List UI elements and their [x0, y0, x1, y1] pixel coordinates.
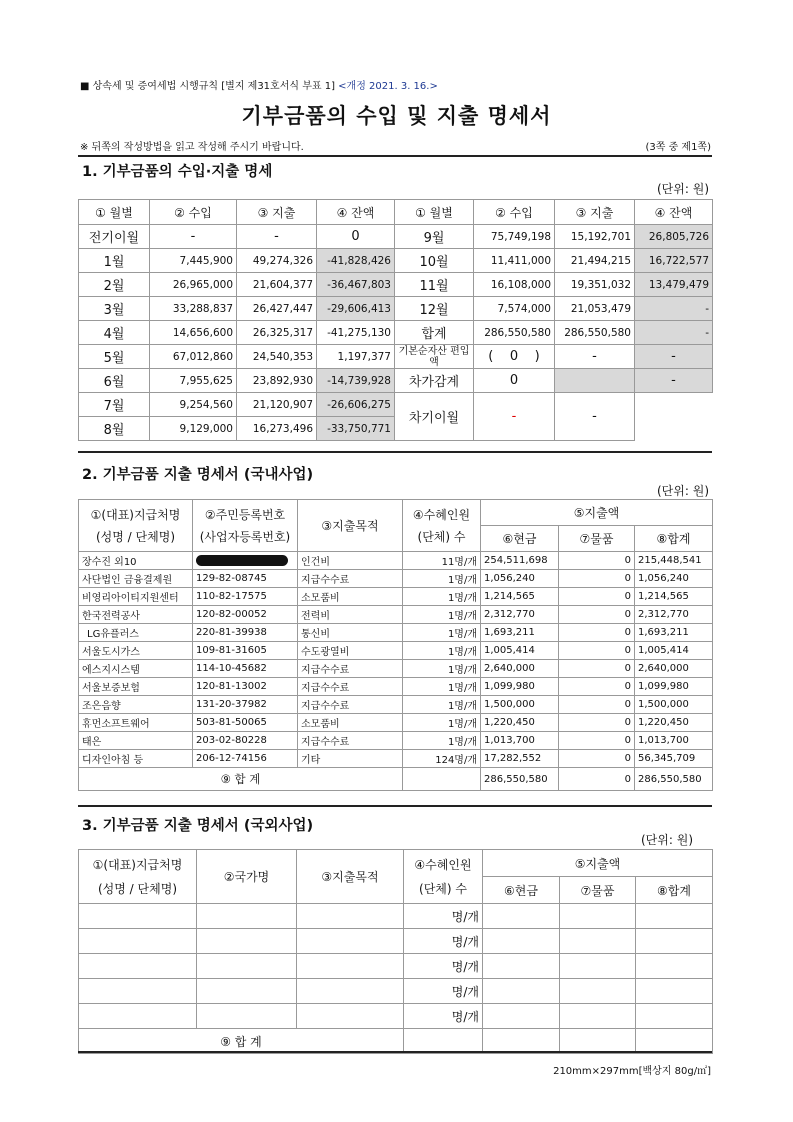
adjustment-value: 0	[474, 369, 555, 393]
table-cell: 5월	[79, 345, 150, 369]
table-cell: 75,749,198	[474, 225, 555, 249]
table-cell: 0	[559, 732, 635, 750]
table-row	[79, 624, 713, 642]
table-cell: 4월	[79, 321, 150, 345]
table-cell: 1명/개	[403, 588, 481, 606]
table-cell: -36,467,803	[317, 273, 395, 297]
table-cell: -	[150, 225, 237, 249]
table-cell: ④수혜인원 (단체) 수	[403, 500, 481, 552]
revision-date: <개정 2021. 3. 16.>	[338, 81, 438, 92]
table-cell[interactable]	[483, 954, 560, 979]
table-cell: 1월	[79, 249, 150, 273]
table-cell: ①(대표)지급처명 (성명 / 단체명)	[79, 500, 193, 552]
table-cell: 1,220,450	[481, 714, 559, 732]
table-cell: ①(대표)지급처명 (성명 / 단체명)	[79, 850, 197, 904]
table-row	[79, 273, 713, 297]
table-cell: 1명/개	[403, 606, 481, 624]
table-cell: -	[555, 345, 635, 369]
table-cell: 0	[559, 606, 635, 624]
table-cell[interactable]	[636, 954, 713, 979]
table-row	[79, 345, 713, 369]
table-cell: 전기이월	[79, 225, 150, 249]
table-cell: ⑨ 합 계	[79, 768, 403, 791]
table-cell: 2월	[79, 273, 150, 297]
header-balance: ④ 잔액	[635, 200, 713, 225]
table-cell: 0	[559, 768, 635, 791]
table-cell: 1명/개	[403, 678, 481, 696]
table-cell[interactable]	[560, 1004, 636, 1029]
adjustment-label: 차가감계	[395, 369, 474, 393]
table-cell: -14,739,928	[317, 369, 395, 393]
table-cell: 0	[559, 750, 635, 768]
table-cell: 전력비	[298, 606, 403, 624]
table-cell: 0	[317, 225, 395, 249]
table-cell: 26,805,726	[635, 225, 713, 249]
table-cell: -	[635, 345, 713, 369]
table-cell: 16,108,000	[474, 273, 555, 297]
table-cell: ⑦물품	[559, 526, 635, 552]
table-cell: 286,550,580	[635, 768, 713, 791]
table-row	[79, 297, 713, 321]
table-cell[interactable]	[636, 929, 713, 954]
basic-asset-value: ( 0 )	[474, 345, 555, 369]
table-cell: 1,099,980	[481, 678, 559, 696]
table-cell[interactable]	[297, 929, 404, 954]
table-cell: 0	[559, 552, 635, 570]
table-row	[79, 904, 713, 929]
table-header-row	[79, 200, 713, 225]
table-row	[79, 321, 713, 345]
table-cell: 7,445,900	[150, 249, 237, 273]
table-row	[79, 369, 713, 393]
table-cell: 1,500,000	[635, 696, 713, 714]
table-cell: 56,345,709	[635, 750, 713, 768]
table-cell: 0	[559, 696, 635, 714]
table-cell: 33,288,837	[150, 297, 237, 321]
table-cell: ⑥현금	[481, 526, 559, 552]
table-cell: 서울도시가스	[79, 642, 193, 660]
table-cell: ⑨ 합 계	[79, 1029, 404, 1054]
carry-forward-label: 차기이월	[395, 393, 474, 441]
table-cell: 1,056,240	[635, 570, 713, 588]
notice-text: ※ 뒤쪽의 작성방법을 읽고 작성해 주시기 바랍니다.	[80, 142, 304, 153]
table-cell[interactable]	[197, 954, 297, 979]
table-cell: 124명/개	[403, 750, 481, 768]
header-expense: ③ 지출	[237, 200, 317, 225]
table-cell: 1,220,450	[635, 714, 713, 732]
table-cell: 6월	[79, 369, 150, 393]
table-header-row	[79, 500, 713, 526]
table-cell: 3월	[79, 297, 150, 321]
table-cell: -	[635, 369, 713, 393]
section1-unit: (단위: 원)	[657, 182, 709, 196]
table-cell: 1,056,240	[481, 570, 559, 588]
table-cell: -41,275,130	[317, 321, 395, 345]
table-cell: ③지출목적	[297, 850, 404, 904]
table-cell	[636, 1029, 713, 1054]
overseas-expense-table	[78, 849, 713, 1054]
table-row	[79, 588, 713, 606]
table-cell: ⑧합계	[635, 526, 713, 552]
table-cell: 0	[559, 642, 635, 660]
table-cell: 215,448,541	[635, 552, 713, 570]
table-cell: ⑦물품	[560, 877, 636, 904]
table-cell[interactable]	[483, 979, 560, 1004]
table-cell: 9,129,000	[150, 417, 237, 441]
table-cell: ⑤지출액	[483, 850, 713, 877]
page-title: 기부금품의 수입 및 지출 명세서	[241, 104, 552, 128]
table-cell: 명/개	[404, 954, 483, 979]
table-cell: 24,540,353	[237, 345, 317, 369]
table-cell[interactable]	[197, 929, 297, 954]
table-cell: 사단법인 금융결제원	[79, 570, 193, 588]
table-cell: 소모품비	[298, 714, 403, 732]
header-expense: ③ 지출	[555, 200, 635, 225]
table-cell: 명/개	[404, 1004, 483, 1029]
table-cell: 1,013,700	[635, 732, 713, 750]
table-cell: 21,053,479	[555, 297, 635, 321]
table-cell[interactable]	[197, 1004, 297, 1029]
table-row	[79, 225, 713, 249]
table-cell: 503-81-50065	[193, 714, 298, 732]
table-cell: 26,325,317	[237, 321, 317, 345]
table-cell[interactable]	[297, 979, 404, 1004]
table-cell: 지급수수료	[298, 678, 403, 696]
table-cell: 1명/개	[403, 732, 481, 750]
table-cell[interactable]	[483, 904, 560, 929]
table-cell	[483, 1029, 560, 1054]
table-cell	[193, 552, 298, 570]
domestic-expense-table	[78, 499, 713, 791]
section3-title: 3. 기부금품 지출 명세서 (국외사업)	[82, 818, 314, 834]
table-cell: 8월	[79, 417, 150, 441]
total-row	[79, 768, 713, 791]
header-balance: ④ 잔액	[317, 200, 395, 225]
table-cell: 109-81-31605	[193, 642, 298, 660]
table-cell[interactable]	[483, 929, 560, 954]
section3-unit: (단위: 원)	[641, 833, 693, 847]
form-reference: ■ 상속세 및 증여세법 시행규칙 [별지 제31호서식 부표 1] <개정 2021. 3. 16.>	[80, 81, 438, 92]
table-cell: 수도광열비	[298, 642, 403, 660]
table-cell: 286,550,580	[481, 768, 559, 791]
table-row	[79, 660, 713, 678]
table-cell: 2,312,770	[635, 606, 713, 624]
table-cell: 10월	[395, 249, 474, 273]
table-cell[interactable]	[560, 929, 636, 954]
table-cell: LG유플러스	[79, 624, 193, 642]
table-cell: 1,099,980	[635, 678, 713, 696]
table-cell: ⑧합계	[636, 877, 713, 904]
table-cell: 131-20-37982	[193, 696, 298, 714]
table-cell: 286,550,580	[555, 321, 635, 345]
table-cell: 통신비	[298, 624, 403, 642]
table-cell: 286,550,580	[474, 321, 555, 345]
table-cell: 11월	[395, 273, 474, 297]
table-cell: 1,005,414	[635, 642, 713, 660]
table-cell: 명/개	[404, 929, 483, 954]
page-info: (3쪽 중 제1쪽)	[645, 142, 711, 153]
table-cell: 13,479,479	[635, 273, 713, 297]
table-cell: 한국전력공사	[79, 606, 193, 624]
redacted-id	[196, 555, 288, 566]
header-income: ② 수입	[474, 200, 555, 225]
table-cell[interactable]	[636, 979, 713, 1004]
table-cell: 220-81-39938	[193, 624, 298, 642]
table-cell: 110-82-17575	[193, 588, 298, 606]
table-cell	[555, 369, 635, 393]
table-row	[79, 570, 713, 588]
table-cell: 254,511,698	[481, 552, 559, 570]
table-cell: 지급수수료	[298, 570, 403, 588]
table-cell: ⑤지출액	[481, 500, 713, 526]
table-cell: 203-02-80228	[193, 732, 298, 750]
table-cell: 장수진 외10	[79, 552, 193, 570]
table-cell: -	[635, 297, 713, 321]
table-cell: 에스지시스템	[79, 660, 193, 678]
table-cell: -41,828,426	[317, 249, 395, 273]
divider	[78, 155, 712, 157]
table-cell: 1,197,377	[317, 345, 395, 369]
table-cell: ②주민등록번호 (사업자등록번호)	[193, 500, 298, 552]
table-row	[79, 714, 713, 732]
table-cell: 1,693,211	[635, 624, 713, 642]
table-cell: 0	[559, 714, 635, 732]
divider	[78, 805, 712, 807]
section1-title: 1. 기부금품의 수입·지출 명세	[82, 164, 273, 180]
table-cell[interactable]	[79, 1004, 197, 1029]
table-cell: -	[237, 225, 317, 249]
table-cell: 1,013,700	[481, 732, 559, 750]
table-cell: 명/개	[404, 904, 483, 929]
table-row	[79, 929, 713, 954]
divider	[78, 1051, 712, 1053]
section2-unit: (단위: 원)	[657, 484, 709, 498]
table-cell: 0	[559, 588, 635, 606]
table-cell: 0	[559, 660, 635, 678]
table-cell: 120-82-00052	[193, 606, 298, 624]
table-cell: 19,351,032	[555, 273, 635, 297]
table-row	[79, 606, 713, 624]
table-cell: 23,892,930	[237, 369, 317, 393]
table-row	[79, 552, 713, 570]
table-cell: 1,214,565	[481, 588, 559, 606]
table-cell: 9월	[395, 225, 474, 249]
table-cell: 1명/개	[403, 570, 481, 588]
divider	[78, 451, 712, 453]
income-expense-table	[78, 199, 713, 441]
table-cell: 1명/개	[403, 660, 481, 678]
header-month: ① 월별	[395, 200, 474, 225]
table-row	[79, 979, 713, 1004]
table-cell: 21,604,377	[237, 273, 317, 297]
table-cell: 11,411,000	[474, 249, 555, 273]
table-cell: -33,750,771	[317, 417, 395, 441]
table-cell[interactable]	[79, 979, 197, 1004]
paper-spec: 210mm×297mm[백상지 80g/㎡]	[553, 1066, 711, 1077]
table-cell: 16,722,577	[635, 249, 713, 273]
table-cell: 21,494,215	[555, 249, 635, 273]
table-cell[interactable]	[297, 954, 404, 979]
table-cell: 조은음향	[79, 696, 193, 714]
table-cell[interactable]	[483, 1004, 560, 1029]
table-row	[79, 696, 713, 714]
table-cell: 15,192,701	[555, 225, 635, 249]
table-cell: 1,500,000	[481, 696, 559, 714]
header-income: ② 수입	[150, 200, 237, 225]
table-row	[79, 732, 713, 750]
table-cell: ④수혜인원 (단체) 수	[404, 850, 483, 904]
table-cell: 14,656,600	[150, 321, 237, 345]
table-cell: 1명/개	[403, 696, 481, 714]
basic-asset-label: 기본순자산 편입액	[395, 345, 474, 369]
table-cell: 합계	[395, 321, 474, 345]
table-cell: 명/개	[404, 979, 483, 1004]
table-cell: 인건비	[298, 552, 403, 570]
table-cell: 114-10-45682	[193, 660, 298, 678]
table-cell: 소모품비	[298, 588, 403, 606]
table-cell[interactable]	[79, 954, 197, 979]
table-cell	[403, 768, 481, 791]
table-cell: 지급수수료	[298, 660, 403, 678]
table-cell[interactable]	[79, 929, 197, 954]
table-row	[79, 678, 713, 696]
table-cell: 0	[559, 570, 635, 588]
table-cell: 129-82-08745	[193, 570, 298, 588]
table-cell: 16,273,496	[237, 417, 317, 441]
table-cell	[560, 1029, 636, 1054]
table-cell[interactable]	[560, 954, 636, 979]
carry-forward-expense: -	[555, 393, 635, 441]
table-cell[interactable]	[297, 904, 404, 929]
header-month: ① 월별	[79, 200, 150, 225]
table-cell: 21,120,907	[237, 393, 317, 417]
table-cell: 1명/개	[403, 642, 481, 660]
table-row	[79, 642, 713, 660]
table-cell: -26,606,275	[317, 393, 395, 417]
table-row	[79, 750, 713, 768]
table-cell: 2,312,770	[481, 606, 559, 624]
table-cell: ②국가명	[197, 850, 297, 904]
table-cell: 11명/개	[403, 552, 481, 570]
table-cell[interactable]	[636, 1004, 713, 1029]
table-cell: 206-12-74156	[193, 750, 298, 768]
table-cell: 디자인아침 등	[79, 750, 193, 768]
table-cell: 2,640,000	[481, 660, 559, 678]
table-cell: 26,427,447	[237, 297, 317, 321]
table-cell: 지급수수료	[298, 696, 403, 714]
carry-forward-income: -	[474, 393, 555, 441]
table-cell: 7월	[79, 393, 150, 417]
table-cell[interactable]	[79, 904, 197, 929]
table-cell: 17,282,552	[481, 750, 559, 768]
table-cell: 기타	[298, 750, 403, 768]
table-cell: 휴먼소프트웨어	[79, 714, 193, 732]
table-row	[79, 1004, 713, 1029]
section2-title: 2. 기부금품 지출 명세서 (국내사업)	[82, 467, 314, 483]
table-cell: -	[635, 321, 713, 345]
table-row	[79, 249, 713, 273]
table-cell[interactable]	[560, 979, 636, 1004]
table-cell: 26,965,000	[150, 273, 237, 297]
table-cell: ⑥현금	[483, 877, 560, 904]
table-row	[79, 393, 713, 417]
table-cell: 0	[559, 624, 635, 642]
table-cell: 2,640,000	[635, 660, 713, 678]
table-cell: 서울보증보험	[79, 678, 193, 696]
table-cell: 7,574,000	[474, 297, 555, 321]
table-cell[interactable]	[560, 904, 636, 929]
table-cell: 1,693,211	[481, 624, 559, 642]
table-cell: 비영리아이티지원센터	[79, 588, 193, 606]
table-header-row	[79, 850, 713, 877]
table-cell: ③지출목적	[298, 500, 403, 552]
table-cell: 9,254,560	[150, 393, 237, 417]
table-cell[interactable]	[197, 979, 297, 1004]
table-cell[interactable]	[636, 904, 713, 929]
table-cell: 120-81-13002	[193, 678, 298, 696]
table-cell: 1,214,565	[635, 588, 713, 606]
table-cell: 1,005,414	[481, 642, 559, 660]
table-cell	[404, 1029, 483, 1054]
table-cell[interactable]	[197, 904, 297, 929]
table-cell: 지급수수료	[298, 732, 403, 750]
table-cell: 태은	[79, 732, 193, 750]
table-cell: 49,274,326	[237, 249, 317, 273]
table-cell: 1명/개	[403, 624, 481, 642]
table-cell: 67,012,860	[150, 345, 237, 369]
table-cell[interactable]	[297, 1004, 404, 1029]
table-cell: 1명/개	[403, 714, 481, 732]
table-cell: 0	[559, 678, 635, 696]
table-cell: 12월	[395, 297, 474, 321]
total-row	[79, 1029, 713, 1054]
table-cell: -29,606,413	[317, 297, 395, 321]
table-row	[79, 954, 713, 979]
table-cell: 7,955,625	[150, 369, 237, 393]
table-cell	[635, 393, 713, 441]
